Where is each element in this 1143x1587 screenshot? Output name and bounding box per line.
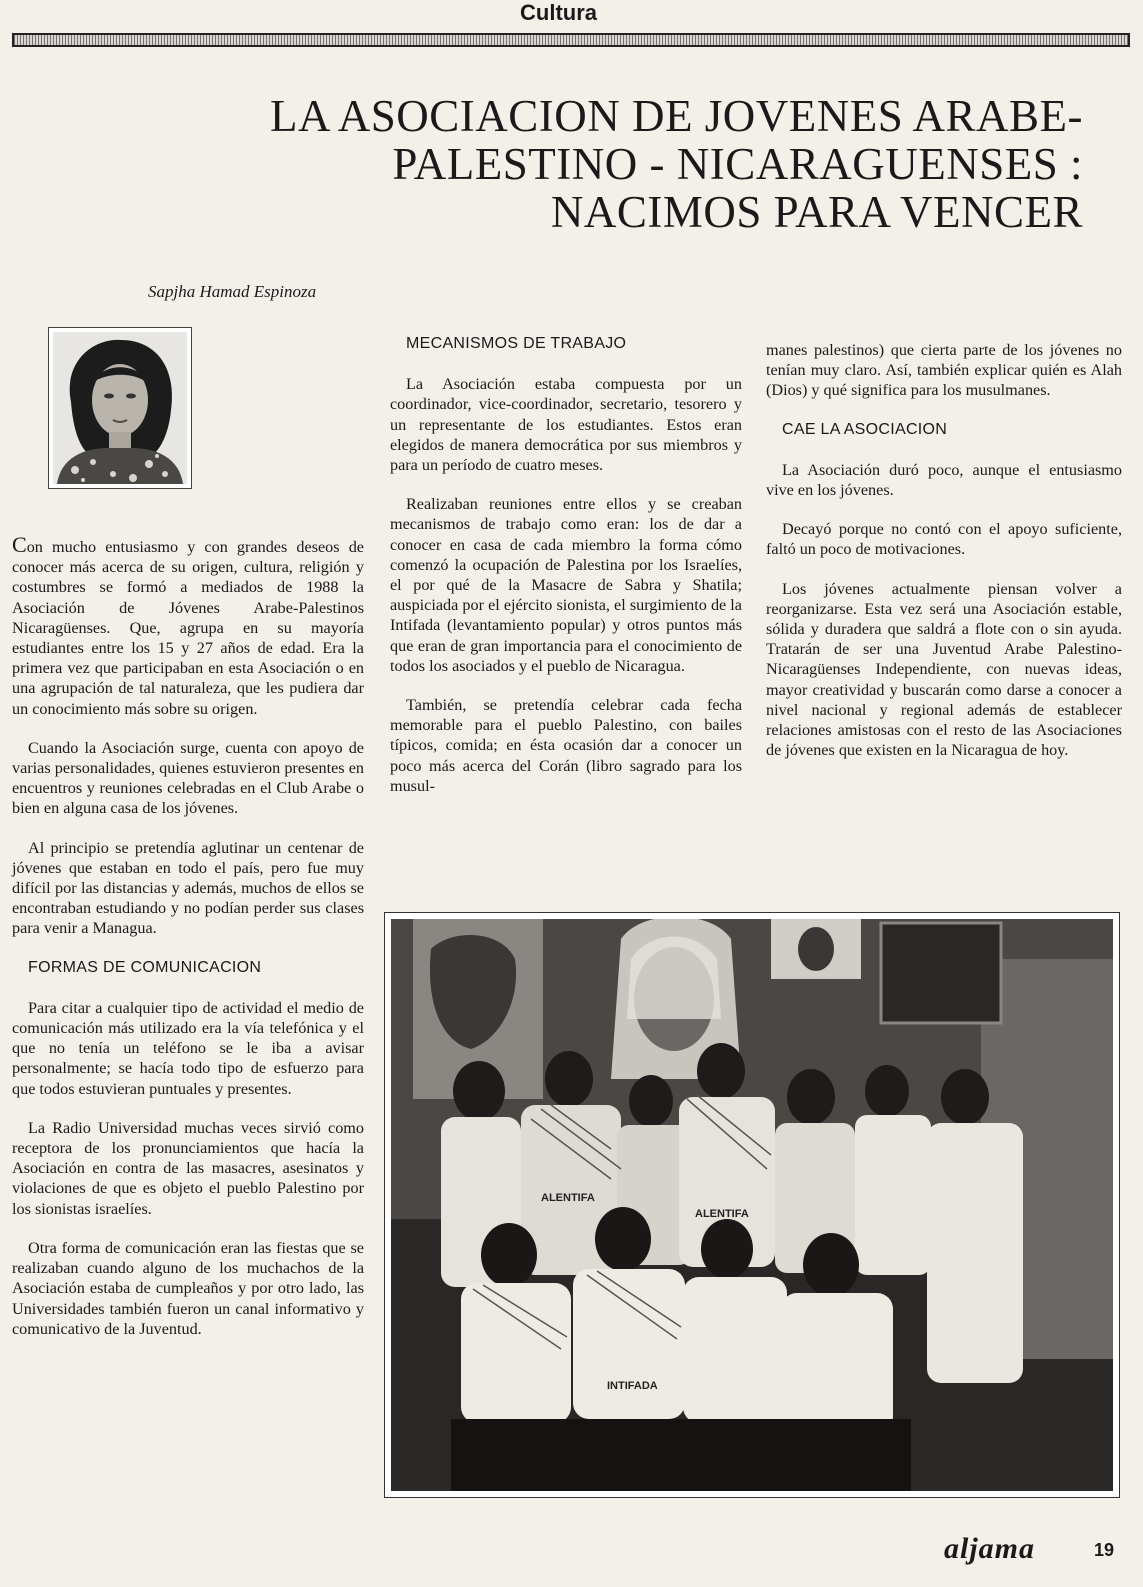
shirt-label: ALENTIFA — [541, 1192, 595, 1204]
subheading: CAE LA ASOCIACION — [782, 420, 948, 438]
paragraph: También, se pretendía celebrar cada fecha memorable para el pueblo Palestino, con bailes típicos, comida; en ésta ocasión dar a conocer un poco más acerca del Corán (libro sagrado para los musul- — [390, 696, 742, 795]
group-photo — [384, 912, 1120, 1498]
paragraph — [12, 532, 364, 719]
subheading: FORMAS DE COMUNICACION — [28, 958, 262, 976]
paragraph: La Asociación estaba compuesta por un coordinador, vice-coordinador, secretario, tesorero y un representante de los estudiantes. Estos eran elegidos de manera democrática por sus miembros y para un período de cuatro meses. — [390, 375, 742, 475]
headline-line-3: NACIMOS PARA VENCER — [550, 187, 1083, 237]
paragraph: La Radio Universidad muchas veces sirvió como receptora de los pronunciamientos que hacía la Asociación en contra de las masacres, asesinatos y violaciones de que es objeto el pueblo Palestino por los sionistas israelíes. — [12, 1118, 364, 1218]
article-headline — [103, 92, 1083, 236]
paragraph: Para citar a cualquier tipo de actividad el medio de comunicación más utilizado era la vía telefónica y el que no tenía un teléfono se le iba a avisar personalmente; se hacía todo tipo de esfuerzo para que todos estuvieran puntuales y presentes. — [12, 998, 364, 1098]
section-divider-bar — [12, 33, 1130, 47]
paragraph: Los jóvenes actualmente piensan volver a reorganizarse. Esta vez será una Asociación estable, sólida y duradera que saldrá a flote con o sin ayuda. Tratarán de ser una Juventud Arabe Palestino-Nicaragüenses Independiente, con nuevas ideas, mayor creatividad y buscarán como darse a conocer a nivel nacional y regional además de establecer relaciones amistosas con el resto de las Asociaciones de jóvenes que existen en la Nicaragua de hoy. — [766, 579, 1122, 760]
author-byline: Sapjha Hamad Espinoza — [148, 282, 317, 301]
paragraph: La Asociación duró poco, aunque el entusiasmo vive en los jóvenes. — [766, 460, 1122, 500]
article-column-2 — [390, 334, 742, 815]
paragraph-text: on mucho entusiasmo y con grandes deseos de conocer más acerca de su origen, cultura, religión y costumbres se formó a mediados de 1988 la Asociación de Jóvenes Arabe-Palestinos Nicaragüenses. Que, agrupa en su mayoría estudiantes entre los 15 y 27 años de edad. Era la primera vez que participaban en esta Asociación o en una agrupación de tal naturaleza, que les pudiera dar un conocimiento más sobre su origen. — [12, 538, 364, 718]
magazine-logo: aljama — [944, 1532, 1036, 1565]
author-portrait — [48, 327, 192, 489]
subheading: MECANISMOS DE TRABAJO — [406, 335, 627, 352]
page-number: 19 — [1094, 1540, 1115, 1560]
section-label: Cultura — [520, 0, 597, 25]
article-column-3 — [766, 340, 1122, 779]
shirt-label: ALENTIFA — [695, 1208, 749, 1220]
headline-line-1: LA ASOCIACION DE JOVENES ARABE- — [269, 91, 1083, 141]
headline-line-2: PALESTINO - NICARAGUENSES : — [392, 139, 1083, 189]
paragraph: Realizaban reuniones entre ellos y se creaban mecanismos de trabajo como eran: los de dar a conocer en casa de cada miembro la forma cómo comenzó la ocupación de Palestina por los Israelíes, el por qué de la Masacre de Sabra y Shatila; auspiciada por el ejército sionista, el surgimiento de la Intifada (levantamiento popular) y otros puntos más que eran de gran importancia para el conocimiento de todos los asociados y el pueblo de Nicaragua. — [390, 495, 742, 675]
paragraph: Cuando la Asociación surge, cuenta con apoyo de varias personalidades, quienes estuvieron presentes en encuentros y reuniones celebradas en el Club Arabe o bien en alguna casa de los jóvenes. — [12, 738, 364, 818]
paragraph: manes palestinos) que cierta parte de los jóvenes no tenían muy claro. Así, también explicar quién es Alah (Dios) y qué significa para los musulmanes. — [766, 341, 1122, 400]
paragraph: Decayó porque no contó con el apoyo suficiente, faltó un poco de motivaciones. — [766, 520, 1122, 559]
article-column-1 — [12, 532, 364, 1358]
drop-cap: C — [12, 532, 27, 557]
shirt-label: INTIFADA — [607, 1380, 658, 1392]
paragraph: Otra forma de comunicación eran las fiestas que se realizaban cuando alguno de los muchachos de la Asociación estaba de cumpleaños y por otro lado, las Universidades también fueron un canal informativo y comunicativo de la Juventud. — [12, 1238, 364, 1338]
paragraph: Al principio se pretendía aglutinar un centenar de jóvenes que estaban en todo el país, pero fue muy difícil por las distancias y además, muchos de ellos se encontraban estudiando y no podían perder sus clases para venir a Managua. — [12, 838, 364, 938]
